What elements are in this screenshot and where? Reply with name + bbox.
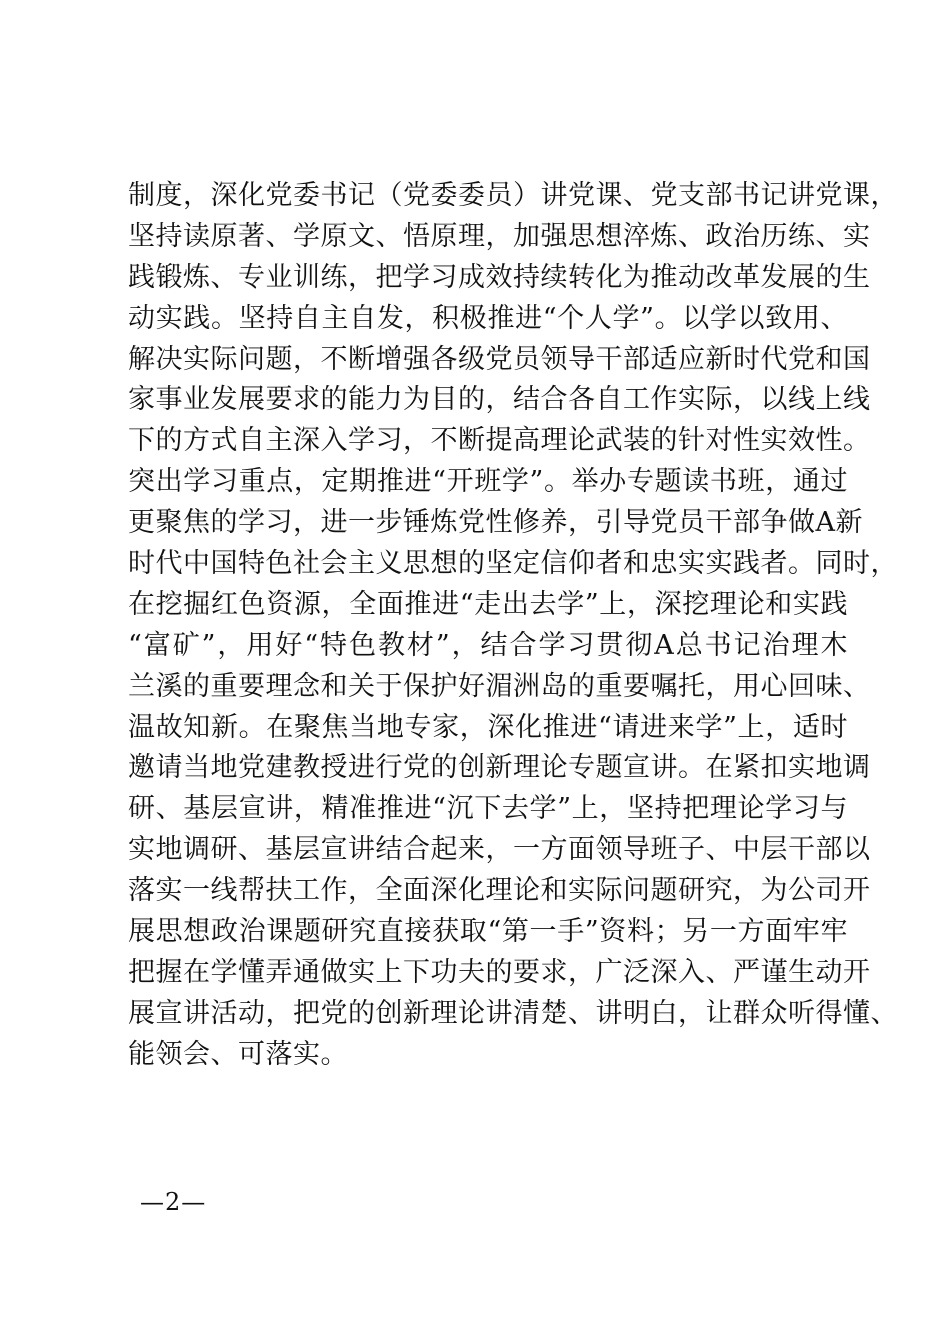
text-line: 动实践。坚持自主自发，积极推进“个人学”。以学以致用、 xyxy=(128,302,848,334)
text-line: 温故知新。在聚焦当地专家，深化推进“请进来学”上，适时 xyxy=(128,711,848,743)
page-number: —2— xyxy=(140,1188,207,1216)
text-line: 突出学习重点，定期推进“开班学”。举办专题读书班，通过 xyxy=(128,466,848,498)
text-line: 坚持读原著、学原文、悟原理，加强思想淬炼、政治历练、实 xyxy=(128,220,871,252)
text-line: 研、基层宣讲，精准推进“沉下去学”上，坚持把理论学习与 xyxy=(128,793,848,825)
text-line: 展思想政治课题研究直接获取“第一手”资料；另一方面牢牢 xyxy=(128,916,848,948)
text-line: 兰溪的重要理念和关于保护好湄洲岛的重要嘱托，用心回味、 xyxy=(128,670,871,702)
text-line: 更聚焦的学习，进一步锤炼党性修养，引导党员干部争做A新 xyxy=(128,507,863,539)
text-line: 解决实际问题，不断增强各级党员领导干部适应新时代党和国 xyxy=(128,343,871,375)
text-line: 家事业发展要求的能力为目的，结合各自工作实际，以线上线 xyxy=(128,384,871,416)
body-text xyxy=(128,176,898,1076)
text-line: 时代中国特色社会主义思想的坚定信仰者和忠实实践者。同时， xyxy=(128,548,898,580)
text-line: 下的方式自主深入学习，不断提高理论武装的针对性实效性。 xyxy=(128,425,871,457)
text-line: 践锻炼、专业训练，把学习成效持续转化为推动改革发展的生 xyxy=(128,261,871,293)
text-line: 能领会、可落实。 xyxy=(128,1038,348,1070)
text-line: 把握在学懂弄通做实上下功夫的要求，广泛深入、严谨生动开 xyxy=(128,956,871,988)
text-line: 实地调研、基层宣讲结合起来，一方面领导班子、中层干部以 xyxy=(128,834,871,866)
text-line: 展宣讲活动，把党的创新理论讲清楚、讲明白，让群众听得懂、 xyxy=(128,997,898,1029)
text-line: 在挖掘红色资源，全面推进“走出去学”上，深挖理论和实践 xyxy=(128,588,848,620)
text-line: 落实一线帮扶工作，全面深化理论和实际问题研究，为公司开 xyxy=(128,875,871,907)
text-line: 制度，深化党委书记（党委委员）讲党课、党支部书记讲党课， xyxy=(128,180,898,211)
text-line: “富矿”，用好“特色教材”，结合学习贯彻A总书记治理木 xyxy=(128,629,848,661)
text-line: 邀请当地党建教授进行党的创新理论专题宣讲。在紧扣实地调 xyxy=(128,752,871,784)
